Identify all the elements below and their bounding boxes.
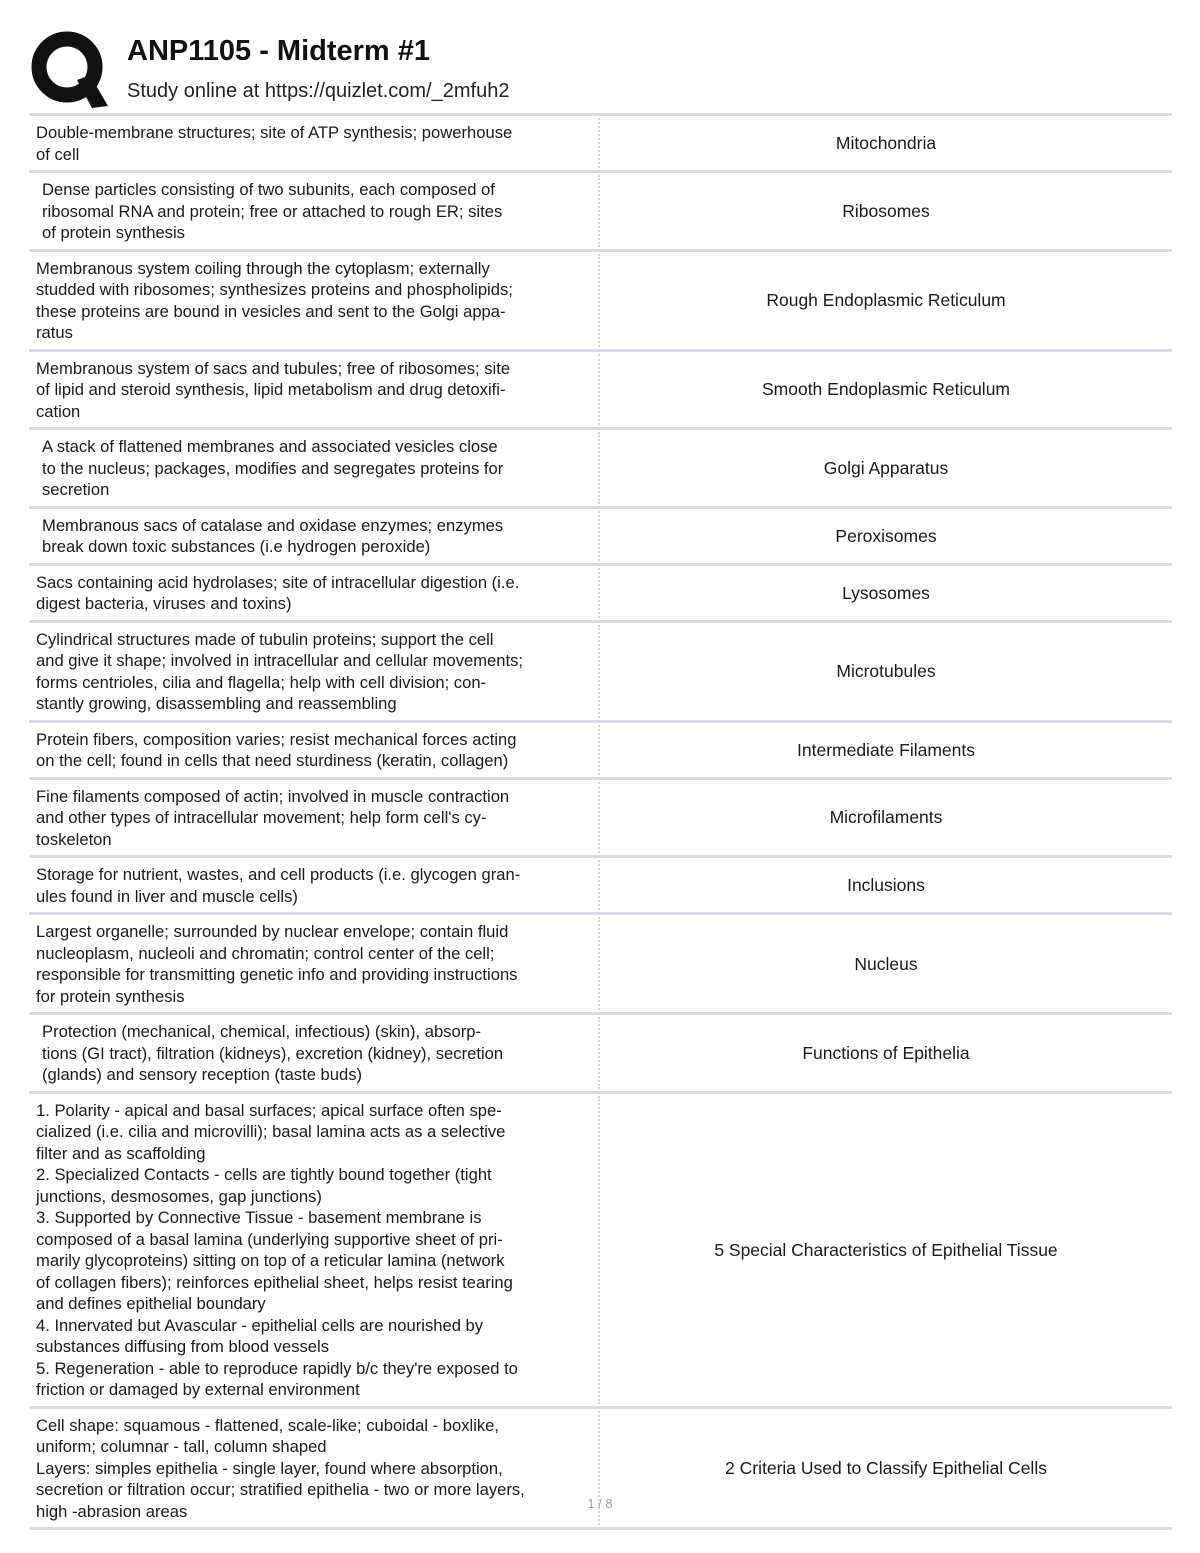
flashcard-row [29,170,1172,249]
page-number: 1 / 8 [587,1496,613,1511]
card-term: Protein fibers, composition varies; resist mechanical forces acting on the cell; found in cells that need sturdiness (keratin, collagen) [29,725,600,775]
flashcard-row [29,113,1172,170]
document-subtitle: Study online at https://quizlet.com/_2mfuh2 [127,80,510,102]
flashcard-row [29,1406,1172,1531]
flashcard-row [29,506,1172,563]
flashcard-row [29,349,1172,428]
card-term: Cell shape: squamous - flattened, scale-like; cuboidal - boxlike, uniform; columnar - tall, column shaped Layers: simples epithelia - single layer, found where absorption, secretion or filtration occur; stratified epithelia - two or more layers, high -abrasion areas [29,1411,600,1526]
card-definition: Functions of Epithelia [802,1042,970,1063]
document-title: ANP1105 - Midterm #1 [127,35,431,67]
card-definition: Microtubules [836,661,936,681]
card-term: Cylindrical structures made of tubulin proteins; support the cell and give it shape; involved in intracellular and cellular movements; forms centrioles, cilia and flagella; help with cell division; con- stantly growing, disassembling and reassembling [29,625,600,718]
flashcard-row [29,620,1172,720]
card-term: Largest organelle; surrounded by nuclear envelope; contain fluid nucleoplasm, nucleoli and chromatin; control center of the cell; responsible for transmitting genetic info and providing instructions for protein synthesis [29,917,600,1010]
card-term: Membranous system of sacs and tubules; free of ribosomes; site of lipid and steroid synthesis, lipid metabolism and drug detoxifi- cation [29,354,600,426]
flashcard-row [29,777,1172,856]
card-definition: 5 Special Characteristics of Epithelial Tissue [714,1239,1058,1260]
flashcard-row [29,1012,1172,1091]
card-definition: Inclusions [847,875,925,895]
flashcard-list [29,113,1172,1530]
flashcard-row [29,855,1172,912]
card-term: A stack of flattened membranes and associated vesicles close to the nucleus; packages, modifies and segregates proteins for secretion [29,432,600,504]
card-definition: Microfilaments [829,807,943,828]
card-definition: Intermediate Filaments [797,739,975,760]
card-definition: Lysosomes [842,582,930,603]
card-term: Fine filaments composed of actin; involved in muscle contraction and other types of intracellular movement; help form cell's cy- toskeleton [29,782,600,854]
flashcard-row [29,427,1172,506]
card-definition: Ribosomes [842,200,930,221]
card-definition: Peroxisomes [835,525,937,546]
card-term: Sacs containing acid hydrolases; site of intracellular digestion (i.e. digest bacteria, viruses and toxins) [29,568,600,618]
card-term: Membranous sacs of catalase and oxidase enzymes; enzymes break down toxic substances (i.e hydrogen peroxide) [29,511,600,561]
flashcard-row [29,720,1172,777]
card-definition: Mitochondria [835,133,937,153]
card-term: Storage for nutrient, wastes, and cell products (i.e. glycogen gran- ules found in liver and muscle cells) [29,860,600,910]
card-term: 1. Polarity - apical and basal surfaces; apical surface often spe- cialized (i.e. cilia and microvilli); basal lamina acts as a selective filter and as scaffolding 2. Specialized Contacts - cells are tightly bound together (tight junctions, desmosomes, gap junctions) 3. Supported by Connective Tissue - basement membrane is composed of a basal lamina (underlying supportive sheet of pri- marily glycoproteins) sitting on top of a reticular lamina (network of collagen fibers); reinforces epithelial sheet, helps resist tearing and defines epithelial boundary 4. Innervated but Avascular - epithelial cells are nourished by substances diffusing from blood vessels 5. Regeneration - able to reproduce rapidly b/c they're exposed to friction or damaged by external environment [29,1096,600,1404]
card-definition: Rough Endoplasmic Reticulum [766,290,1006,310]
quizlet-logo-icon [30,30,108,108]
flashcard-row [29,1091,1172,1406]
card-term: Membranous system coiling through the cytoplasm; externally studded with ribosomes; synthesizes proteins and phospholipids; these proteins are bound in vesicles and sent to the Golgi appa- ratus [29,254,600,347]
flashcard-row [29,563,1172,620]
card-definition: Smooth Endoplasmic Reticulum [761,379,1011,400]
card-definition: 2 Criteria Used to Classify Epithelial Cells [725,1457,1047,1478]
flashcard-row [29,249,1172,349]
flashcard-row [29,912,1172,1012]
card-definition: Golgi Apparatus [823,457,949,478]
card-definition: Nucleus [854,953,918,974]
card-term: Double-membrane structures; site of ATP synthesis; powerhouse of cell [29,118,600,168]
card-term: Protection (mechanical, chemical, infectious) (skin), absorp- tions (GI tract), filtration (kidneys), excretion (kidney), secretion (glands) and sensory reception (taste buds) [29,1017,600,1089]
card-term: Dense particles consisting of two subunits, each composed of ribosomal RNA and protein; free or attached to rough ER; sites of protein synthesis [29,175,600,247]
